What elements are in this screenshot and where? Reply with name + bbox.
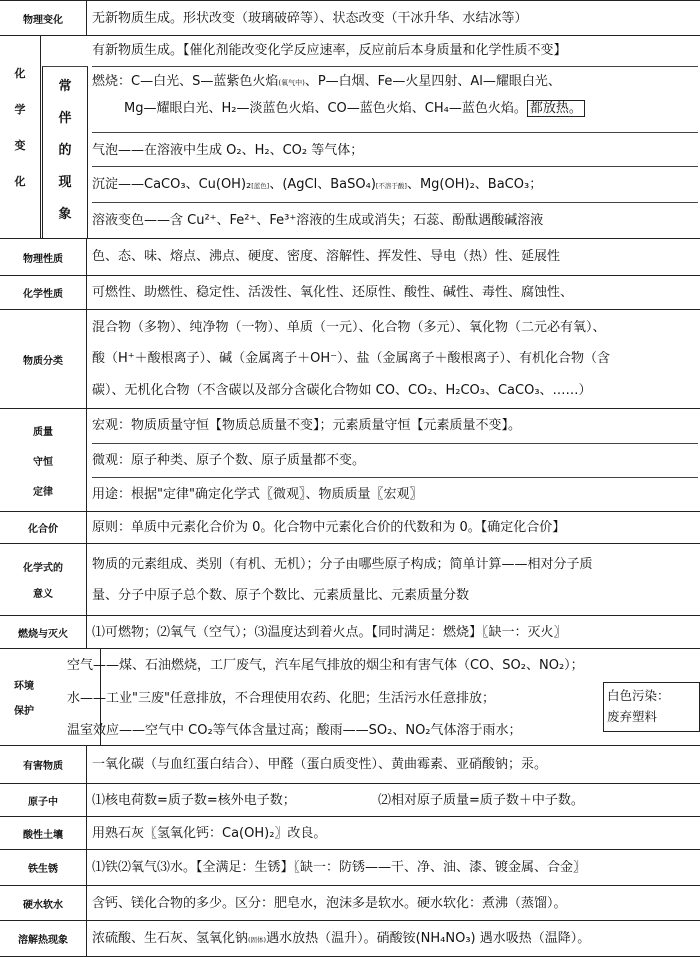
phenomena-char-5: 象 [58,207,72,222]
row-harmful [0,746,700,784]
mass-micro: 微观：原子种类、原子个数、原子质量都不变。 [92,443,698,477]
label-formula-meaning [0,544,87,615]
label-valence: 化合价 [0,512,87,543]
physical-change-text: 无新物质生成。形状改变（玻璃破碎等）、状态改变（干冰升华、水结冰等） [92,11,528,26]
precip-part-c: 、Mg(OH)₂、BaCO₃； [406,177,543,192]
row-classification [0,310,700,409]
label-classification: 物质分类 [0,310,87,408]
phenomena-char-1: 常 [58,79,72,94]
formula-label-1: 化学式的 [23,563,63,574]
rust-text: ⑴铁⑵氧气⑶水。【全满足：生锈】〖缺一：防锈——干、净、油、漆、镀金属、合金〗 [92,860,587,875]
dissolution-heat-text [92,931,698,948]
precip-part-a: 沉淀——CaCO₃、Cu(OH)₂ [92,177,252,192]
dissolution-part-a: 浓硫酸、生石灰、氢氧化钠 [92,931,249,946]
combustion-text: ⑴可燃物；⑵氧气（空气）；⑶温度达到着火点。【同时满足：燃烧】〖缺一：灭火〗 [92,625,567,640]
mass-usage: 用途：根据"定律"确定化学式〖微观〗、物质质量〖宏观〗 [92,477,698,512]
label-acid-soil: 酸性土壤 [0,817,87,849]
row-mass-conservation [0,409,700,512]
harmful-text: 一氧化碳（与血红蛋白结合）、甲醛（蛋白质变性）、黄曲霉素、亚硝酸钠；汞。 [92,757,548,772]
formula-line1: 物质的元素组成、类别（有机、无机）；分子由哪些原子构成；简单计算——相对分子质 [92,557,593,572]
label-physical-properties: 物理性质 [0,239,87,275]
label-atom: 原子中 [0,784,87,816]
bubbles-line: 气泡——在溶液中生成 O₂、H₂、CO₂ 等气体； [92,132,698,166]
classification-line2: 酸（H⁺＋酸根离子）、碱（金属离子＋OH⁻）、盐（金属离子＋酸根离子）、有机化合物（含 [92,351,611,366]
label-physical-change: 物理变化 [0,1,87,35]
row-combustion [0,616,700,649]
burning-block [92,66,698,132]
row-valence [0,512,700,544]
row-atom [0,784,700,817]
dissolution-part-b: 遇水放热（温升）。硝酸铵(NH₄NO₃) 遇水吸热（温降）。 [266,931,591,946]
classification-line1: 混合物（多物）、纯净物（一物）、单质（一元）、化合物（多元）、氧化物（二元必有氧）、 [92,320,606,335]
label-rust: 铁生锈 [0,850,87,885]
hard-water-text: 含钙、镁化合物的多少。区分：肥皂水，泡沫多是软水。硬水软化：煮沸（蒸馏）。 [92,896,567,911]
burning-note: (氧气中) [278,79,305,87]
white-pollution-box [603,682,700,732]
label-chemical-change [0,36,41,238]
chem-change-char-3: 变 [14,139,26,152]
row-environment [0,649,700,746]
phenomena-char-2: 伴 [58,111,72,126]
label-harmful: 有害物质 [0,746,87,783]
env-line1: 空气——煤、石油燃烧，工厂废气，汽车尾气排放的烟尘和有害气体（CO、SO₂、NO₂）； [67,658,584,673]
row-chemical-change [0,36,700,239]
label-chemical-properties: 化学性质 [0,276,87,309]
row-physical-change [0,0,700,36]
formula-label-2: 意义 [33,589,53,600]
env-line3: 温室效应——空气中 CO₂等气体含量过高；酸雨——SO₂、NO₂气体溶于雨水； [67,723,522,738]
row-hard-water [0,886,700,921]
chem-change-char-4: 化 [14,175,26,188]
white-pollution-title: 白色污染： [607,688,670,703]
white-pollution-text: 废弃塑料 [607,709,658,724]
chem-change-line1: 有新物质生成。【催化剂能改变化学反应速率，反应前后本身质量和化学性质不变】 [92,43,567,58]
label-combustion: 燃烧与灭火 [0,616,87,648]
formula-line2: 量、分子中原子总个数、原子个数比、元素质量比、元素质量分数 [92,588,470,603]
row-formula-meaning [0,544,700,616]
precip-note-2: [不溶于酸] [375,182,407,190]
phenomena-char-3: 的 [58,143,72,158]
burning-part-a: 燃烧：C—白光、S—蓝紫色火焰 [92,74,279,89]
row-rust [0,850,700,886]
atom-part1: ⑴核电荷数=质子数=核外电子数； [92,793,296,808]
label-mass-conservation [0,409,87,511]
label-dissolution-heat: 溶解热现象 [0,921,87,956]
precipitate-line [92,166,698,202]
label-accompanying-phenomena [42,66,88,238]
atom-part2: ⑵相对原子质量=质子数＋中子数。 [378,793,584,808]
env-label-1: 环境 [14,681,34,692]
mass-label-2: 守恒 [33,456,53,468]
chem-change-char-2: 学 [14,103,26,116]
mass-label-1: 质量 [33,426,53,438]
dissolution-note: (固体) [248,936,267,944]
burning-part-b: 、P—白烟、Fe—火星四射、Al—耀眼白光、 [304,74,561,89]
color-change-line: 溶液变色——含 Cu²⁺、Fe²⁺、Fe³⁺溶液的生成或消失；石蕊、酚酞遇酸碱溶液 [92,202,698,239]
chemical-properties-text: 可燃性、助燃性、稳定性、活泼性、氧化性、还原性、酸性、碱性、毒性、腐蚀性、 [92,285,574,300]
acid-soil-text: 用熟石灰〖氢氧化钙：Ca(OH)₂〗改良。 [92,826,327,841]
precip-note-1: [蓝色] [251,182,270,190]
mass-label-3: 定律 [33,486,53,498]
label-hard-water: 硬水软水 [0,886,87,920]
row-chemical-properties [0,276,700,310]
env-line2: 水——工业"三废"任意排放，不合理使用农药、化肥；生活污水任意排放； [67,691,495,706]
row-physical-properties [0,239,700,276]
burning-line2: Mg—耀眼白光、H₂—淡蓝色火焰、CO—蓝色火焰、CH₄—蓝色火焰。 [124,101,527,116]
row-acid-soil [0,817,700,850]
env-label-2: 保护 [14,706,34,717]
exothermic-note: 都放热。 [527,100,585,117]
row-dissolution-heat [0,921,700,957]
precip-part-b: 、(AgCl、BaSO₄) [269,177,376,192]
physical-properties-text: 色、态、味、熔点、沸点、硬度、密度、溶解性、挥发性、导电（热）性、延展性 [92,249,561,264]
phenomena-char-4: 现 [58,175,72,190]
classification-line3: 碳）、无机化合物（不含碳以及部分含碳化合物如 CO、CO₂、H₂CO₃、CaCO₃、……） [92,383,592,398]
valence-text: 原则：单质中元素化合价为 0。化合物中元素化合价的代数和为 0。【确定化合价】 [92,520,566,535]
mass-macro: 宏观：物质质量守恒【物质总质量不变】；元素质量守恒【元素质量不变】。 [92,418,522,433]
chem-change-char-1: 化 [14,67,26,80]
